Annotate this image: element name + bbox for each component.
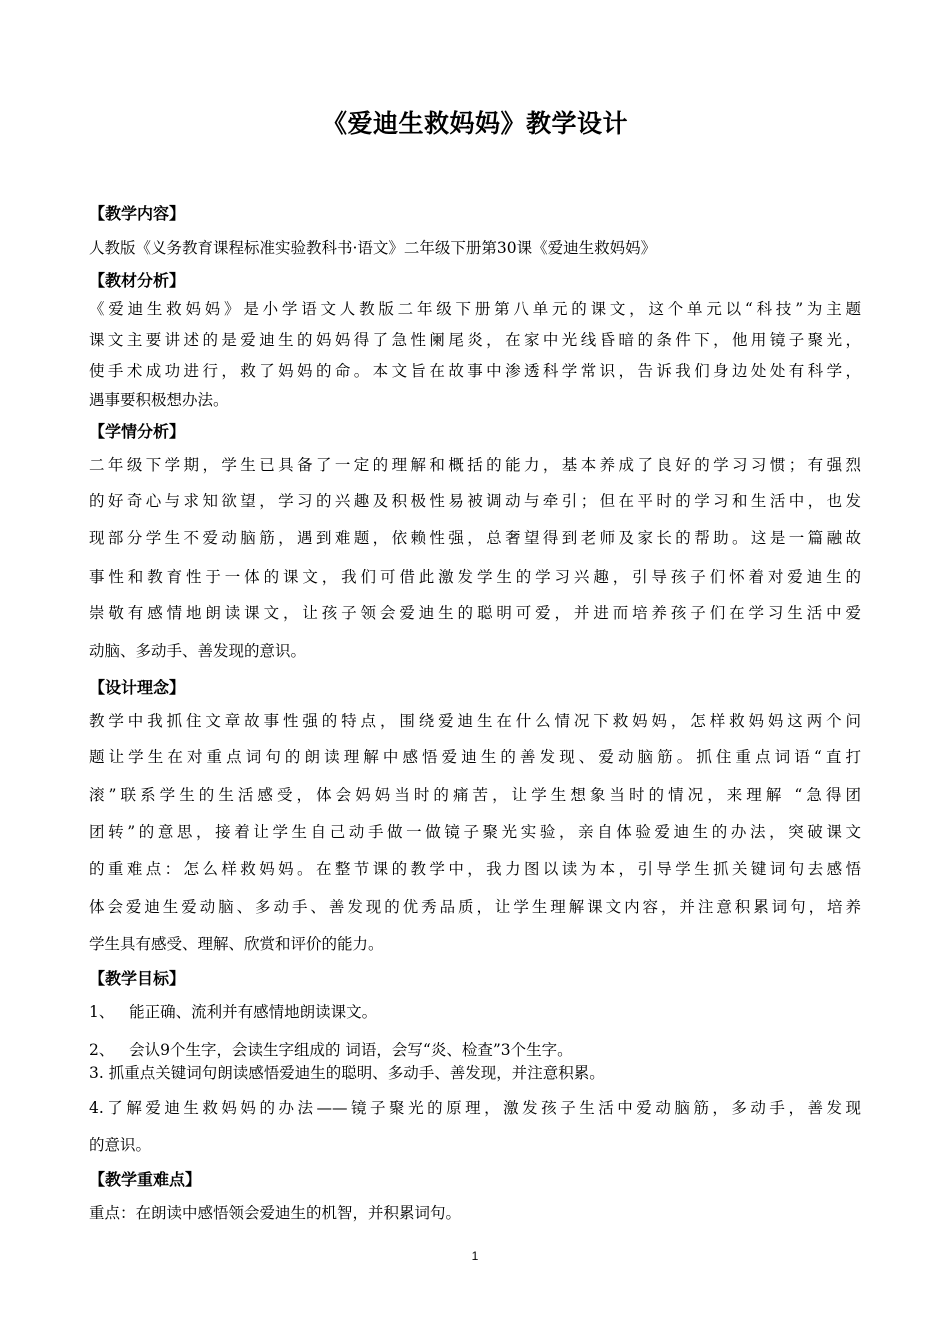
students-line: 事性和教育性于一体的课文，我们可借此激发学生的学习兴趣，引导孩子们怀着对爱迪生的: [89, 568, 861, 586]
students-line: 崇敬有感情地朗读课文，让孩子领会爱迪生的聪明可爱，并进而培养孩子们在学习生活中爱: [89, 604, 861, 622]
section-heading-textbook: 【教材分析】: [89, 271, 186, 290]
students-line: 的好奇心与求知欲望，学习的兴趣及积极性易被调动与牵引；但在平时的学习和生活中，也发: [89, 492, 861, 510]
section-heading-concept: 【设计理念】: [89, 678, 186, 697]
students-line: 现部分学生不爱动脑筋，遇到难题，依赖性强，总奢望得到老师及家长的帮助。这是一篇融故: [89, 529, 861, 547]
concept-line: 的重难点：怎么样救妈妈。在整节课的教学中，我力图以读为本，引导学生抓关键词句去感悟: [89, 860, 861, 878]
goal-item: 4.了解爱迪生救妈妈的办法——镜子聚光的原理，激发孩子生活中爱动脑筋，多动手，善发现: [89, 1099, 861, 1117]
concept-line: 团转”的意思，接着让学生自己动手做一做镜子聚光实验，亲自体验爱迪生的办法，突破课文: [89, 823, 861, 841]
concept-line: 教学中我抓住文章故事性强的特点，围绕爱迪生在什么情况下救妈妈，怎样救妈妈这两个问: [89, 712, 861, 730]
section-heading-goals: 【教学目标】: [89, 969, 186, 988]
concept-line: 滚”联系学生的生活感受，体会妈妈当时的痛苦，让学生想象当时的情况，来理解 “急得团: [89, 786, 861, 804]
document-title: 《爱迪生救妈妈》教学设计: [321, 109, 628, 138]
concept-line: 体会爱迪生爱动脑、多动手、善发现的优秀品质，让学生理解课文内容，并注意积累词句，培养: [89, 898, 861, 916]
concept-line: 学生具有感受、理解、欣赏和评价的能力。: [89, 935, 384, 953]
goal-item-continued: 的意识。: [89, 1136, 152, 1154]
concept-line: 题让学生在对重点词句的朗读理解中感悟爱迪生的善发现、爱动脑筋。抓住重点词语“直打: [89, 748, 861, 766]
goal-item: 3. 抓重点关键词句朗读感悟爱迪生的聪明、多动手、善发现，并注意积累。: [89, 1064, 605, 1082]
textbook-line: 课文主要讲述的是爱迪生的妈妈得了急性阑尾炎，在家中光线昏暗的条件下，他用镜子聚光，: [89, 331, 861, 349]
students-line: 二年级下学期，学生已具备了一定的理解和概括的能力，基本养成了良好的学习习惯；有强烈: [89, 456, 861, 474]
goal-item: 2、 会认9个生字，会读生字组成的 词语，会写“炎、检查”3个生字。: [89, 1041, 573, 1059]
textbook-line: 使手术成功进行，救了妈妈的命。本文旨在故事中渗透科学常识，告诉我们身边处处有科学，: [89, 362, 861, 380]
section-heading-students: 【学情分析】: [89, 422, 186, 441]
page-number: 1: [471, 1249, 479, 1263]
content-line: 人教版《义务教育课程标准实验教科书·语文》二年级下册第30课《爱迪生救妈妈》: [89, 239, 657, 257]
textbook-line: 《爱迪生救妈妈》是小学语文人教版二年级下册第八单元的课文，这个单元以“科技”为主题: [89, 300, 861, 318]
section-heading-keypoints: 【教学重难点】: [89, 1170, 202, 1189]
goal-item: 1、 能正确、流利并有感情地朗读课文。: [89, 1003, 378, 1021]
students-line: 动脑、多动手、善发现的意识。: [89, 642, 307, 660]
keypoints-line: 重点：在朗读中感悟领会爱迪生的机智，并积累词句。: [89, 1204, 462, 1222]
textbook-line: 遇事要积极想办法。: [89, 391, 229, 409]
section-heading-content: 【教学内容】: [89, 204, 186, 223]
